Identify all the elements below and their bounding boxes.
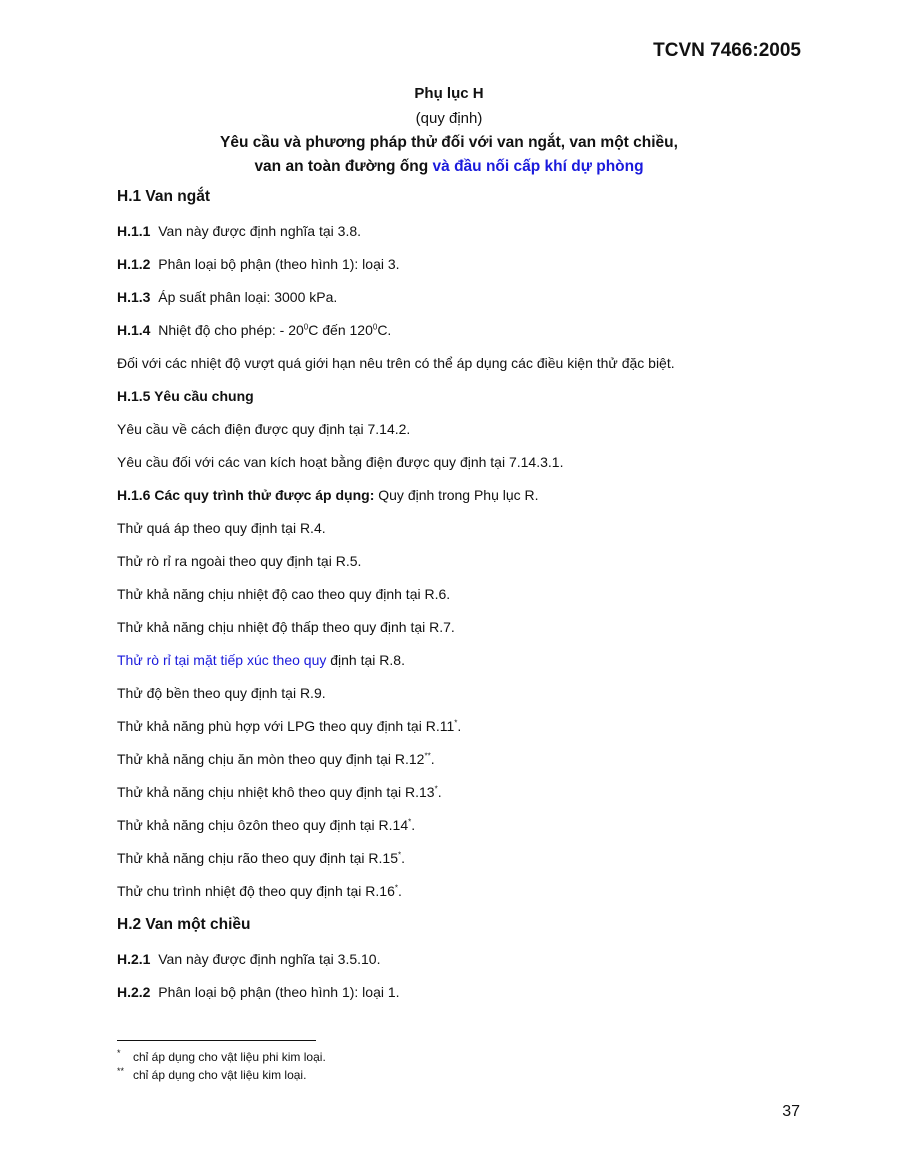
- footnote: * chỉ áp dụng cho vật liệu phi kim loại.: [117, 1048, 326, 1064]
- test-item-text: Thử khả năng chịu ăn mòn theo quy định tại R.12: [117, 751, 425, 767]
- test-item: [117, 883, 402, 899]
- clause-h2-2: [117, 984, 400, 1000]
- clause-h1-6: [117, 487, 539, 503]
- footnote-text: chỉ áp dụng cho vật liệu phi kim loại.: [133, 1050, 326, 1064]
- test-item-end: .: [411, 817, 416, 833]
- test-item: Thử khả năng chịu nhiệt độ cao theo quy định tại R.6.: [117, 586, 451, 602]
- footnote-marker: *: [408, 817, 412, 827]
- test-item: [117, 751, 435, 767]
- requirement-line: Yêu cầu về cách điện được quy định tại 7.14.2.: [117, 421, 411, 437]
- test-item: Thử khả năng chịu nhiệt độ thấp theo quy định tại R.7.: [117, 619, 455, 635]
- clause-h1-5-heading: H.1.5 Yêu cầu chung: [117, 388, 254, 404]
- test-item-end: .: [401, 850, 406, 866]
- section-heading-h1: H.1 Van ngắt: [117, 188, 211, 205]
- test-item-end: .: [437, 784, 442, 800]
- clause-h1-1: [117, 223, 361, 239]
- footnote-divider: [117, 1040, 316, 1041]
- test-item-text: Thử khả năng chịu ôzôn theo quy định tại R.14: [117, 817, 409, 833]
- requirement-line: Yêu cầu đối với các van kích hoạt bằng điện được quy định tại 7.14.3.1.: [117, 454, 564, 470]
- subtitle-link[interactable]: và đầu nối cấp khí dự phòng: [432, 158, 644, 175]
- test-item-end: .: [398, 883, 402, 899]
- annex-type: (quy định): [415, 110, 483, 127]
- clause-text: Phân loại bộ phận (theo hình 1): loại 1.: [158, 984, 400, 1000]
- footnote-marker: *: [394, 883, 399, 893]
- test-item: [117, 817, 415, 833]
- clause-h2-1: [117, 951, 380, 967]
- clause-h1-4: [117, 322, 391, 338]
- document-id: TCVN 7466:2005: [653, 40, 801, 61]
- footnote-marker: *: [398, 850, 402, 860]
- footnote-marker: *: [454, 718, 458, 728]
- subtitle-text: van an toàn đường ống: [254, 158, 433, 175]
- test-item-end: .: [457, 718, 462, 734]
- test-item-text: Thử khả năng chịu nhiệt khô theo quy định tại R.13: [117, 784, 435, 800]
- clause-heading: H.1.6 Các quy trình thử được áp dụng:: [117, 487, 375, 503]
- clause-text: Van này được định nghĩa tại 3.8.: [158, 223, 362, 239]
- test-item-text: Thử chu trình nhiệt độ theo quy định tại R.16: [117, 883, 395, 899]
- clause-h1-2: [117, 256, 400, 272]
- footnote-marker: *: [434, 784, 438, 794]
- clause-number: H.1.1: [117, 223, 151, 239]
- superscript: 0: [372, 322, 378, 332]
- test-item: [117, 652, 405, 668]
- page-number: 37: [782, 1103, 800, 1120]
- superscript: 0: [303, 322, 309, 332]
- test-item: [117, 784, 442, 800]
- clause-number: H.2.2: [117, 984, 151, 1000]
- test-item: Thử quá áp theo quy định tại R.4.: [117, 520, 326, 536]
- test-item-end: .: [430, 751, 435, 767]
- clause-text: Phân loại bộ phận (theo hình 1): loại 3.: [158, 256, 400, 272]
- clause-number: H.1.3: [117, 289, 151, 305]
- test-item: Thử rò rỉ ra ngoài theo quy định tại R.5.: [117, 553, 362, 569]
- test-item-text: Thử khả năng phù hợp với LPG theo quy định tại R.11: [117, 718, 455, 734]
- footnote-text: chỉ áp dụng cho vật liệu kim loại.: [133, 1068, 307, 1082]
- clause-text: C.: [377, 322, 392, 338]
- clause-number: H.2.1: [117, 951, 151, 967]
- clause-text: Van này được định nghĩa tại 3.5.10.: [158, 951, 381, 967]
- clause-text: Nhiệt độ cho phép: - 20: [158, 322, 304, 338]
- test-item-link[interactable]: Thử rò rỉ tại mặt tiếp xúc theo quy: [117, 652, 327, 668]
- clause-number: H.1.4: [117, 322, 151, 338]
- clause-text: C đến 120: [308, 322, 373, 338]
- test-item: [117, 850, 405, 866]
- test-item: [117, 718, 461, 734]
- test-item: Thử độ bền theo quy định tại R.9.: [117, 685, 326, 701]
- footnote-marker: **: [424, 751, 431, 761]
- annex-subtitle-line1: Yêu cầu và phương pháp thử đối với van ngắt, van một chiều,: [220, 134, 678, 151]
- test-item-text: Thử khả năng chịu rão theo quy định tại R.15: [117, 850, 398, 866]
- test-item-text: định tại R.8.: [326, 652, 405, 668]
- clause-number: H.1.2: [117, 256, 151, 272]
- footnote: ** chỉ áp dụng cho vật liệu kim loại.: [117, 1066, 307, 1082]
- section-heading-h2: H.2 Van một chiều: [117, 916, 251, 933]
- clause-text: Áp suất phân loại: 3000 kPa.: [158, 289, 338, 305]
- annex-subtitle-line2: [0, 158, 898, 176]
- annex-title: Phụ lục H: [414, 85, 484, 102]
- clause-h1-3: [117, 289, 337, 305]
- clause-text: Quy định trong Phụ lục R.: [374, 487, 539, 503]
- temperature-note: Đối với các nhiệt độ vượt quá giới hạn nêu trên có thể áp dụng các điều kiện thử đặc biệt.: [117, 355, 675, 371]
